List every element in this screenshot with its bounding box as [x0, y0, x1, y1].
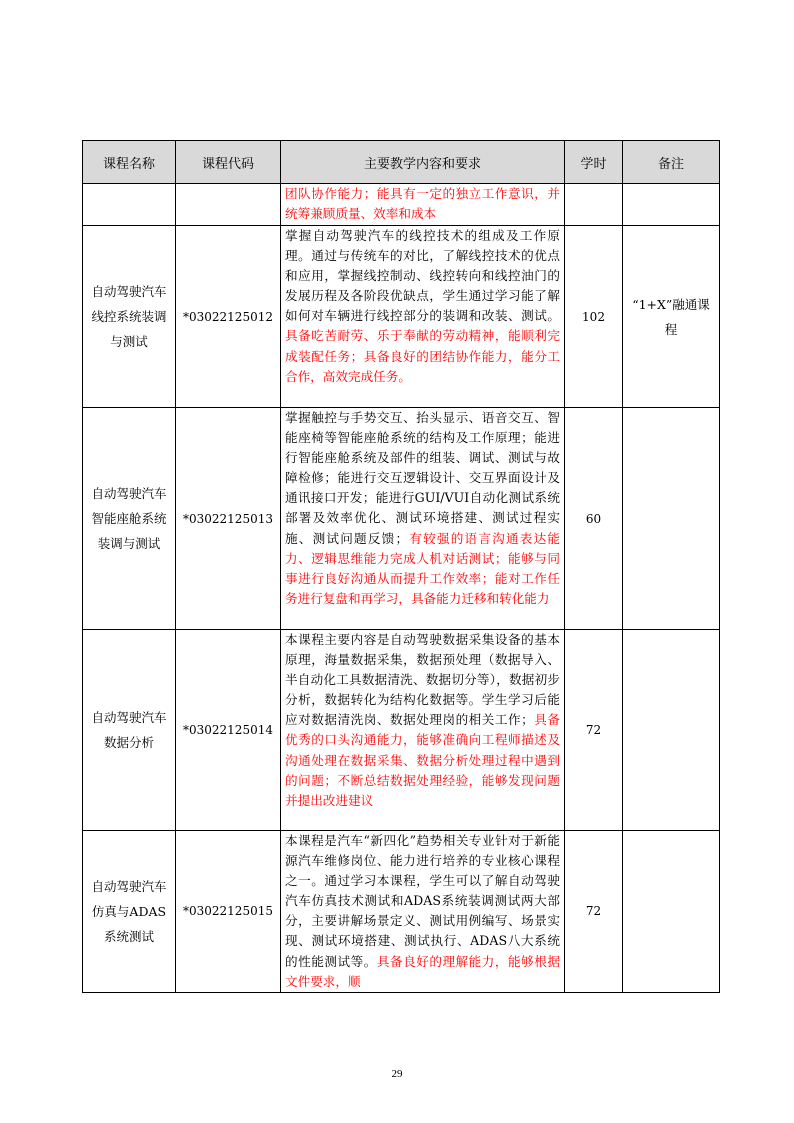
header-content: 主要教学内容和要求 — [281, 141, 565, 184]
header-hours: 学时 — [565, 141, 623, 184]
table-row — [83, 831, 720, 993]
course-note — [623, 408, 720, 630]
content-requirement-text: 团队协作能力；能具有一定的独立工作意识，并统筹兼顾质量、效率和成本 — [285, 186, 560, 222]
course-note: “1+X”融通课程 — [623, 226, 720, 408]
table-header-row — [83, 141, 720, 184]
course-note — [623, 630, 720, 831]
course-code: *03022125015 — [176, 831, 281, 993]
course-code: *03022125014 — [176, 630, 281, 831]
content-requirement-text: 具备优秀的口头沟通能力，能够准确向工程师描述及沟通处理在数据采集、数据分析处理过程中遇到的问题；不断总结数据处理经验，能够发现问题并提出改进建议 — [285, 712, 561, 808]
course-hours: 72 — [565, 831, 623, 993]
course-name: 自动驾驶汽车线控系统装调与测试 — [83, 226, 176, 408]
course-name: 自动驾驶汽车仿真与ADAS系统测试 — [83, 831, 176, 993]
content-requirement-text: 具备吃苦耐劳、乐于奉献的劳动精神，能顺利完成装配任务；具备良好的团结协作能力，能分工合作，高效完成任务。 — [285, 328, 560, 384]
course-code — [176, 184, 281, 226]
header-course-name: 课程名称 — [83, 141, 176, 184]
course-hours: 72 — [565, 630, 623, 831]
table-row — [83, 630, 720, 831]
content-text: 掌握触控与手势交互、抬头显示、语音交互、智能座椅等智能座舱系统的结构及工作原理；能进行智能座舱系统及部件的组装、调试、测试与故障检修；能进行交互逻辑设计、交互界面设计及通讯接口开发；能进行GUI/VUI自动化测试系统部署及效率优化、测试环境搭建、测试过程实施、测试问题反馈； — [285, 410, 560, 546]
content-text: 本课程是汽车“新四化”趋势相关专业针对于新能源汽车维修岗位、能力进行培养的专业核心课程之一。通过学习本课程，学生可以了解自动驾驶汽车仿真技术测试和ADAS系统装调测试两大部分，主要讲解场景定义、测试用例编写、场景实现、测试环境搭建、测试执行、ADAS八大系统的性能测试等。 — [285, 833, 560, 969]
content-text: 掌握自动驾驶汽车的线控技术的组成及工作原理。通过与传统车的对比，了解线控技术的优点和应用，掌握线控制动、线控转向和线控油门的发展历程及各阶段优缺点，学生通过学习能了解如何对车辆进行线控部分的装调和改装、测试。 — [285, 228, 560, 324]
table-row — [83, 226, 720, 408]
course-name — [83, 184, 176, 226]
course-code: *03022125013 — [176, 408, 281, 630]
course-name: 自动驾驶汽车数据分析 — [83, 630, 176, 831]
content-requirement-text: 有较强的语言沟通表达能力、逻辑思维能力完成人机对话测试；能够与同事进行良好沟通从而提升工作效率；能对工作任务进行复盘和再学习，具备能力迁移和转化能力 — [285, 530, 561, 606]
course-note — [623, 184, 720, 226]
header-note: 备注 — [623, 141, 720, 184]
table-row — [83, 408, 720, 630]
course-hours — [565, 184, 623, 226]
table-row — [83, 184, 720, 226]
course-name: 自动驾驶汽车智能座舱系统装调与测试 — [83, 408, 176, 630]
course-content — [281, 408, 565, 630]
course-content — [281, 226, 565, 408]
content-text: 本课程主要内容是自动驾驶数据采集设备的基本原理，海量数据采集，数据预处理（数据导入、半自动化工具数据清洗、数据切分等），数据初步分析，数据转化为结构化数据等。学生学习后能应对数据清洗岗、数据处理岗的相关工作； — [285, 632, 560, 728]
page-number: 29 — [391, 1068, 403, 1080]
course-content — [281, 184, 565, 226]
course-code: *03022125012 — [176, 226, 281, 408]
header-course-code: 课程代码 — [176, 141, 281, 184]
content-requirement-text: 具备良好的理解能力，能够根据文件要求，顺 — [285, 953, 561, 989]
course-table — [82, 140, 720, 993]
course-note — [623, 831, 720, 993]
course-hours: 102 — [565, 226, 623, 408]
course-content — [281, 831, 565, 993]
course-hours: 60 — [565, 408, 623, 630]
course-content — [281, 630, 565, 831]
